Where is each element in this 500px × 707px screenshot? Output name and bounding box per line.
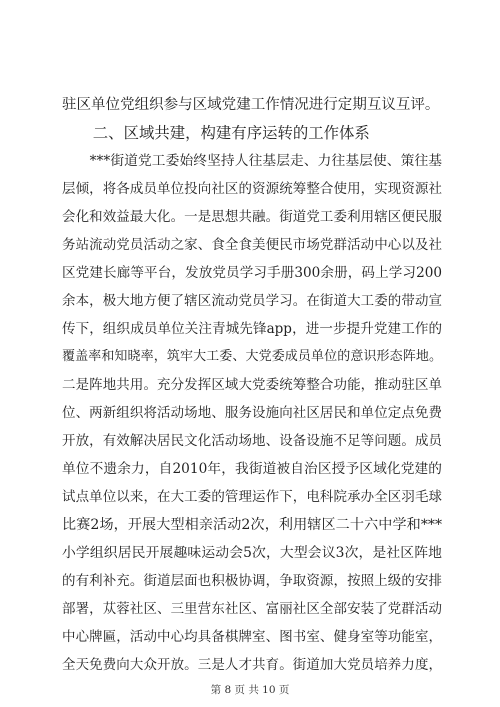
- paragraph-line: 的有利补充。街道层面也积极协调，争取资源，按照上级的安排: [62, 573, 442, 589]
- paragraph-line: 中心牌匾，活动中心均具备棋牌室、图书室、健身室等功能室，: [62, 629, 442, 645]
- section-heading: 二、区域共建，构建有序运转的工作体系: [62, 124, 370, 142]
- paragraph-line: 层倾，将各成员单位投向社区的资源统筹整合使用，实现资源社: [62, 181, 442, 197]
- paragraph-line: 务站流动党员活动之家、食全食美便民市场党群活动中心以及社: [62, 237, 442, 253]
- paragraph-line: 全天免费向大众开放。三是人才共育。街道加大党员培养力度，: [62, 657, 442, 673]
- paragraph-line: 覆盖率和知晓率，筑牢大工委、大党委成员单位的意识形态阵地。: [62, 349, 442, 364]
- paragraph-line: 区党建长廊等平台，发放党员学习手册300余册，码上学习200: [62, 265, 442, 281]
- paragraph-line: 会化和效益最大化。一是思想共融。街道党工委利用辖区便民服: [62, 209, 442, 225]
- paragraph-line: 单位不遗余力，自2010年，我街道被自治区授予区域化党建的: [62, 461, 442, 477]
- paragraph-line: 传下，组织成员单位关注青城先锋app，进一步提升党建工作的: [62, 321, 442, 337]
- paragraph-line: 驻区单位党组织参与区域党建工作情况进行定期互议互评。: [62, 97, 440, 113]
- paragraph-line: ***街道党工委始终坚持人往基层走、力往基层使、策往基: [62, 153, 442, 169]
- paragraph-line: 部署，苁蓉社区、三里营东社区、富丽社区全部安装了党群活动: [62, 601, 442, 617]
- page-number-footer: 第 8 页 共 10 页: [210, 684, 290, 696]
- paragraph-line: 小学组织居民开展趣味运动会5次，大型会议3次，是社区阵地: [62, 545, 442, 561]
- paragraph-line: 余本，极大地方便了辖区流动党员学习。在街道大工委的带动宣: [62, 293, 442, 309]
- paragraph-line: 试点单位以来，在大工委的管理运作下，电科院承办全区羽毛球: [62, 489, 442, 505]
- paragraph-line: 比赛2场，开展大型相亲活动2次，利用辖区二十六中学和***: [62, 517, 442, 533]
- paragraph-line: 二是阵地共用。充分发挥区域大党委统筹整合功能，推动驻区单: [62, 377, 442, 393]
- paragraph-line: 位、两新组织将活动场地、服务设施向社区居民和单位定点免费: [62, 405, 442, 421]
- paragraph-line: 开放，有效解决居民文化活动场地、设备设施不足等问题。成员: [62, 433, 442, 449]
